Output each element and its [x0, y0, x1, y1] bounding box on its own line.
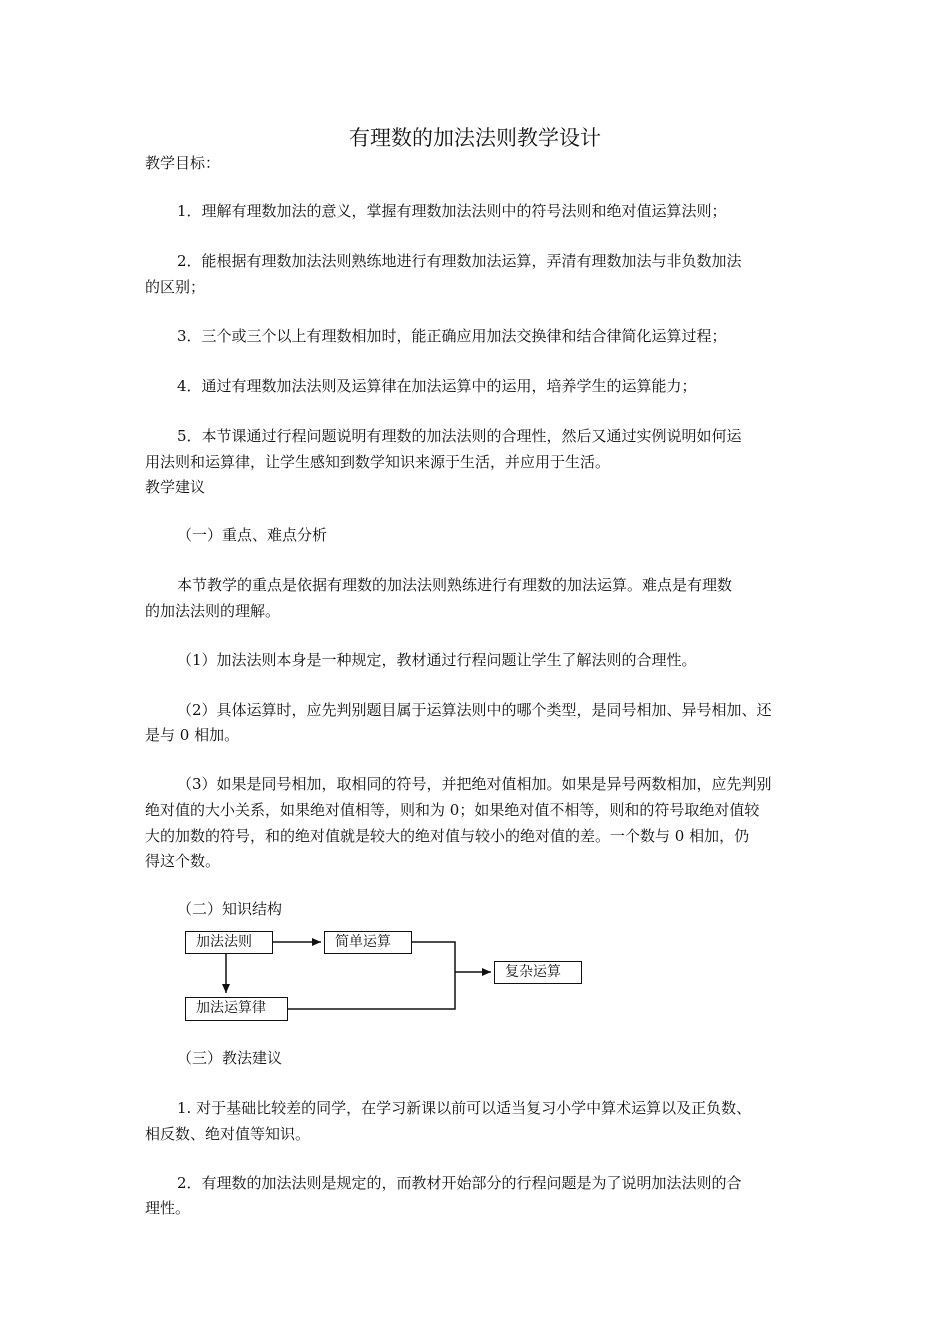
objective-4: 4．通过有理数加法法则及运算律在加法运算中的运用，培养学生的运算能力；: [177, 377, 697, 395]
box-simple-operation: 简单运算: [324, 931, 412, 954]
method-1-line-2: 相反数、绝对值等知识。: [145, 1125, 311, 1143]
subheading-key-points: （一）重点、难点分析: [177, 526, 328, 544]
method-1-line-1: 1. 对于基础比较差的同学，在学习新课以前可以适当复习小学中算术运算以及正负数、: [177, 1099, 752, 1117]
method-2-line-1: 2．有理数的加法法则是规定的，而教材开始部分的行程问题是为了说明加法法则的合: [177, 1174, 742, 1192]
point-3-line-4: 得这个数。: [145, 852, 221, 870]
objective-5-line-2: 用法则和运算律，让学生感知到数学知识来源于生活，并应用于生活。: [145, 453, 611, 471]
objective-1: 1．理解有理数加法的意义，掌握有理数加法法则中的符号法则和绝对值运算法则；: [177, 202, 727, 220]
point-2-line-2: 是与 0 相加。: [145, 726, 240, 744]
point-1: （1）加法法则本身是一种规定，教材通过行程问题让学生了解法则的合理性。: [177, 651, 697, 669]
point-3-line-1: （3）如果是同号相加，取相同的符号，并把绝对值相加。如果是异号两数相加，应先判别: [177, 775, 772, 793]
subheading-knowledge-structure: （二）知识结构: [177, 900, 283, 918]
section-heading-objectives: 教学目标：: [145, 154, 221, 172]
key-points-line-2: 的加法法则的理解。: [145, 602, 281, 620]
subheading-teaching-methods: （三）教法建议: [177, 1049, 283, 1067]
section-heading-suggestions: 教学建议: [145, 478, 206, 496]
objective-3: 3．三个或三个以上有理数相加时，能正确应用加法交换律和结合律简化运算过程；: [177, 327, 727, 345]
method-2-line-2: 理性。: [145, 1199, 191, 1217]
point-3-line-3: 大的加数的符号，和的绝对值就是较大的绝对值与较小的绝对值的差。一个数与 0 相加，仍: [145, 827, 750, 845]
point-3-line-2: 绝对值的大小关系，如果绝对值相等，则和为 0；如果绝对值不相等，则和的符号取绝对值较: [145, 801, 760, 819]
box-addition-rule: 加法法则: [185, 931, 273, 954]
point-2-line-1: （2）具体运算时，应先判别题目属于运算法则中的哪个类型，是同号相加、异号相加、还: [177, 701, 772, 719]
key-points-line-1: 本节教学的重点是依据有理数的加法法则熟练进行有理数的加法运算。难点是有理数: [177, 576, 733, 594]
knowledge-structure-diagram: [180, 925, 590, 1025]
objective-2-line-2: 的区别；: [145, 278, 206, 296]
objective-5-line-1: 5．本节课通过行程问题说明有理数的加法法则的合理性，然后又通过实例说明如何运: [177, 427, 742, 445]
objective-2-line-1: 2．能根据有理数加法法则熟练地进行有理数加法运算，弄清有理数加法与非负数加法: [177, 252, 742, 270]
page-title: 有理数的加法法则教学设计: [349, 126, 601, 150]
box-complex-operation: 复杂运算: [494, 961, 582, 984]
box-addition-laws: 加法运算律: [185, 997, 288, 1021]
